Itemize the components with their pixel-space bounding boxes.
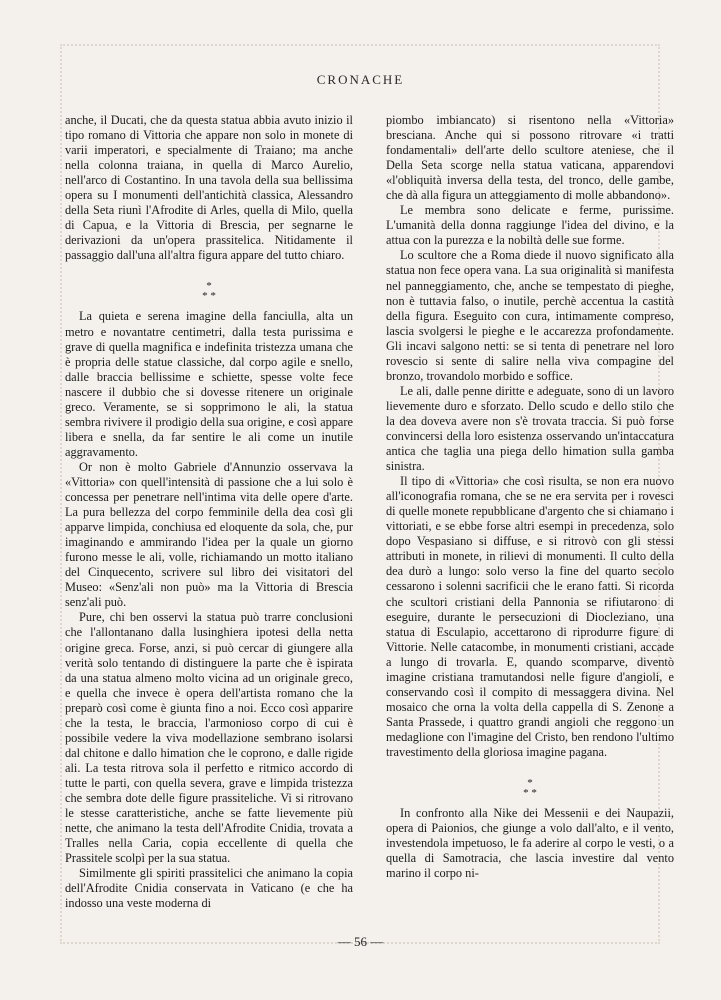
paragraph: Pure, chi ben osservi la statua può trarre conclusioni che l'allontanano dalla lusinghiera ipotesi della netta origine greca. Forse, anzi, si può cercar di giungere alla verità solo tentando di distinguere la parte che è ispirata da una statua almeno molto vicina ad un originale greco, e quella che invece è opera dell'artista romano che la preparò così come è giunta fino a noi. Ecco così apparire che la testa, le braccia, l'armonioso corpo di cui è possibile vedere la viva modellazione sembrano isolarsi dal chitone e dallo himation che le coprono, e dalle rigide ali. La testa ritrova sola il perfetto e ritmico accordo di tutte le parti, con quella severa, grave e limpida tristezza che sembra dote delle figure prassiteliche. Vi si ritrovano le stesse caratteristiche, anche se fatte lievemente più nette, che animano la testa dell'Afrodite Cnidia, trovata a Tralles nella Caria, copia eccellente di quella che Prassitele scolpì per la sua statua.	[65, 610, 353, 866]
running-header: CRONACHE	[316, 72, 405, 87]
page-number: — 56 —	[337, 934, 384, 949]
paragraph: La quieta e serena imagine della fanciulla, alta un metro e novantatre centimetri, dalla testa purissima e grave di quella magnifica e indefinita tristezza umana che è propria delle statue classiche, dal corpo agile e snello, dalle braccia bellissime e schiette, spesse volte fece nascere il dubbio che si dovesse ritenere un originale greco. Veramente, se si sopprimono le ali, la statua sembra rivivere il prodigio della sua origine, e così appare libera e snella, da far sentire le ali come un inutile aggravamento.	[65, 309, 353, 459]
paragraph: Le ali, dalle penne diritte e adeguate, sono di un lavoro lievemente duro e sforzato. Dello scudo e dello stilo che la dea doveva avere non s'è trovata traccia. Si può forse convincersi della loro esistenza osservando un'intaccatura antica che taglia una piega dello himation sulla gamba sinistra.	[386, 383, 674, 474]
paragraph: In confronto alla Nike dei Messenii e dei Naupazii, opera di Paionios, che giunge a volo dall'alto, e il vento, investendola impetuoso, le fa aderire al corpo le vesti, o a quella di Samotracia, che lascia investire dal vento marino il corpo ni-	[386, 806, 674, 881]
left-column	[65, 113, 353, 911]
paragraph: Or non è molto Gabriele d'Annunzio osservava la «Vittoria» con quell'intensità di passione che a lui solo è concessa per penetrare nell'intima vita delle opere d'arte. La pura bellezza del corpo femminile della dea così gli apparve limpida, conchiusa ed eloquente da sola, che, pur imaginando e ammirando l'idea per la quale un giorno furono messe le ali, volle, richiamando un motto italiano del Cinquecento, scrivere sul libro dei visitatori del Museo: «Senz'ali non può» ma la Vittoria di Brescia senz'ali può.	[65, 459, 353, 610]
paragraph: Lo scultore che a Roma diede il nuovo significato alla statua non fece opera vana. La sua originalità si manifesta nel panneggiamento, che, anche se tempestato di pieghe, non è tuttavia falso, o inutile, perchè accentua la castità della figura. Eseguito con cura, intimamente compreso, lascia svolgersi le pieghe e le accarezza profondamente. Gli incavi salgono netti: se si tenta di penetrare nel loro rovescio si sente di salire nella viva compagine del bronzo, trovandolo morbido e soffice.	[386, 248, 674, 383]
right-column	[386, 113, 674, 881]
section-separator: * * *	[202, 280, 216, 303]
paragraph: anche, il Ducati, che da questa statua abbia avuto inizio il tipo romano di Vittoria che appare non solo in monete di varii imperatori, e specialmente di Traiano; ma anche nella colonna traiana, in quella di Marco Aurelio, nell'arco di Costantino. In una tavola della sua bellissima opera su I monumenti dell'antichità classica, Alessandro della Seta riunì l'Afrodite di Arles, quella di Milo, quella di Capua, e la Vittoria di Brescia, per segnarne le derivazioni da un'opera prassitelica. Nitidamente il passaggio dall'una all'altra figura appare del tutto chiaro.	[65, 113, 353, 263]
paragraph: Le membra sono delicate e ferme, purissime. L'umanità della donna raggiunge l'idea del divino, e la attua con la purezza e la nobiltà delle sue forme.	[386, 203, 674, 248]
paragraph: Similmente gli spiriti prassitelici che animano la copia dell'Afrodite Cnidia conservata in Vaticano (e che ha indosso una veste moderna di	[65, 866, 353, 911]
section-separator: * * *	[523, 777, 537, 800]
paragraph: piombo imbiancato) si risentono nella «Vittoria» bresciana. Anche qui si possono ritrovare «i tratti fondamentali» dell'arte dello scultore ateniese, che il Della Seta scorge nella statua vaticana, apparendovi «l'obliquità inversa della testa, del tronco, delle gambe, che dà alla figura un atteggiamento di molle abbandono».	[386, 113, 674, 203]
paragraph: Il tipo di «Vittoria» che così risulta, se non era nuovo all'iconografia romana, che se ne era servita per i rovesci di quelle monete repubblicane d'argento che si chiamano i vittoriati, e se ebbe forse altri esempi in precedenza, solo dopo Vespasiano si diffuse, e si ritrovò con gli stessi attributi in monete, in rilievi di monumenti. Il culto della dea durò a lungo: solo verso la fine del quarto secolo cessarono i solenni sacrificii che le erano fatti. Si ricorda che scultori cristiani della Pannonia se rifiutarono di eseguire, durante le persecuzioni di Diocleziano, una statua di Esculapio, accettarono di riprodurre figure di Vittorie. Nelle catacombe, in monumenti cristiani, accade a lungo di trovarla. E, quando scomparve, diventò imagine cristiana tramutandosi nelle figure d'angioli, e conservando così il compito di messaggera divina. Nel mosaico che orna la volta della cappella di S. Zenone a Santa Prassede, i quattro grandi angioli che reggono un medaglione con l'imagine del Cristo, ben rendono l'ultimo travestimento della gloriosa imagine pagana.	[386, 474, 674, 759]
